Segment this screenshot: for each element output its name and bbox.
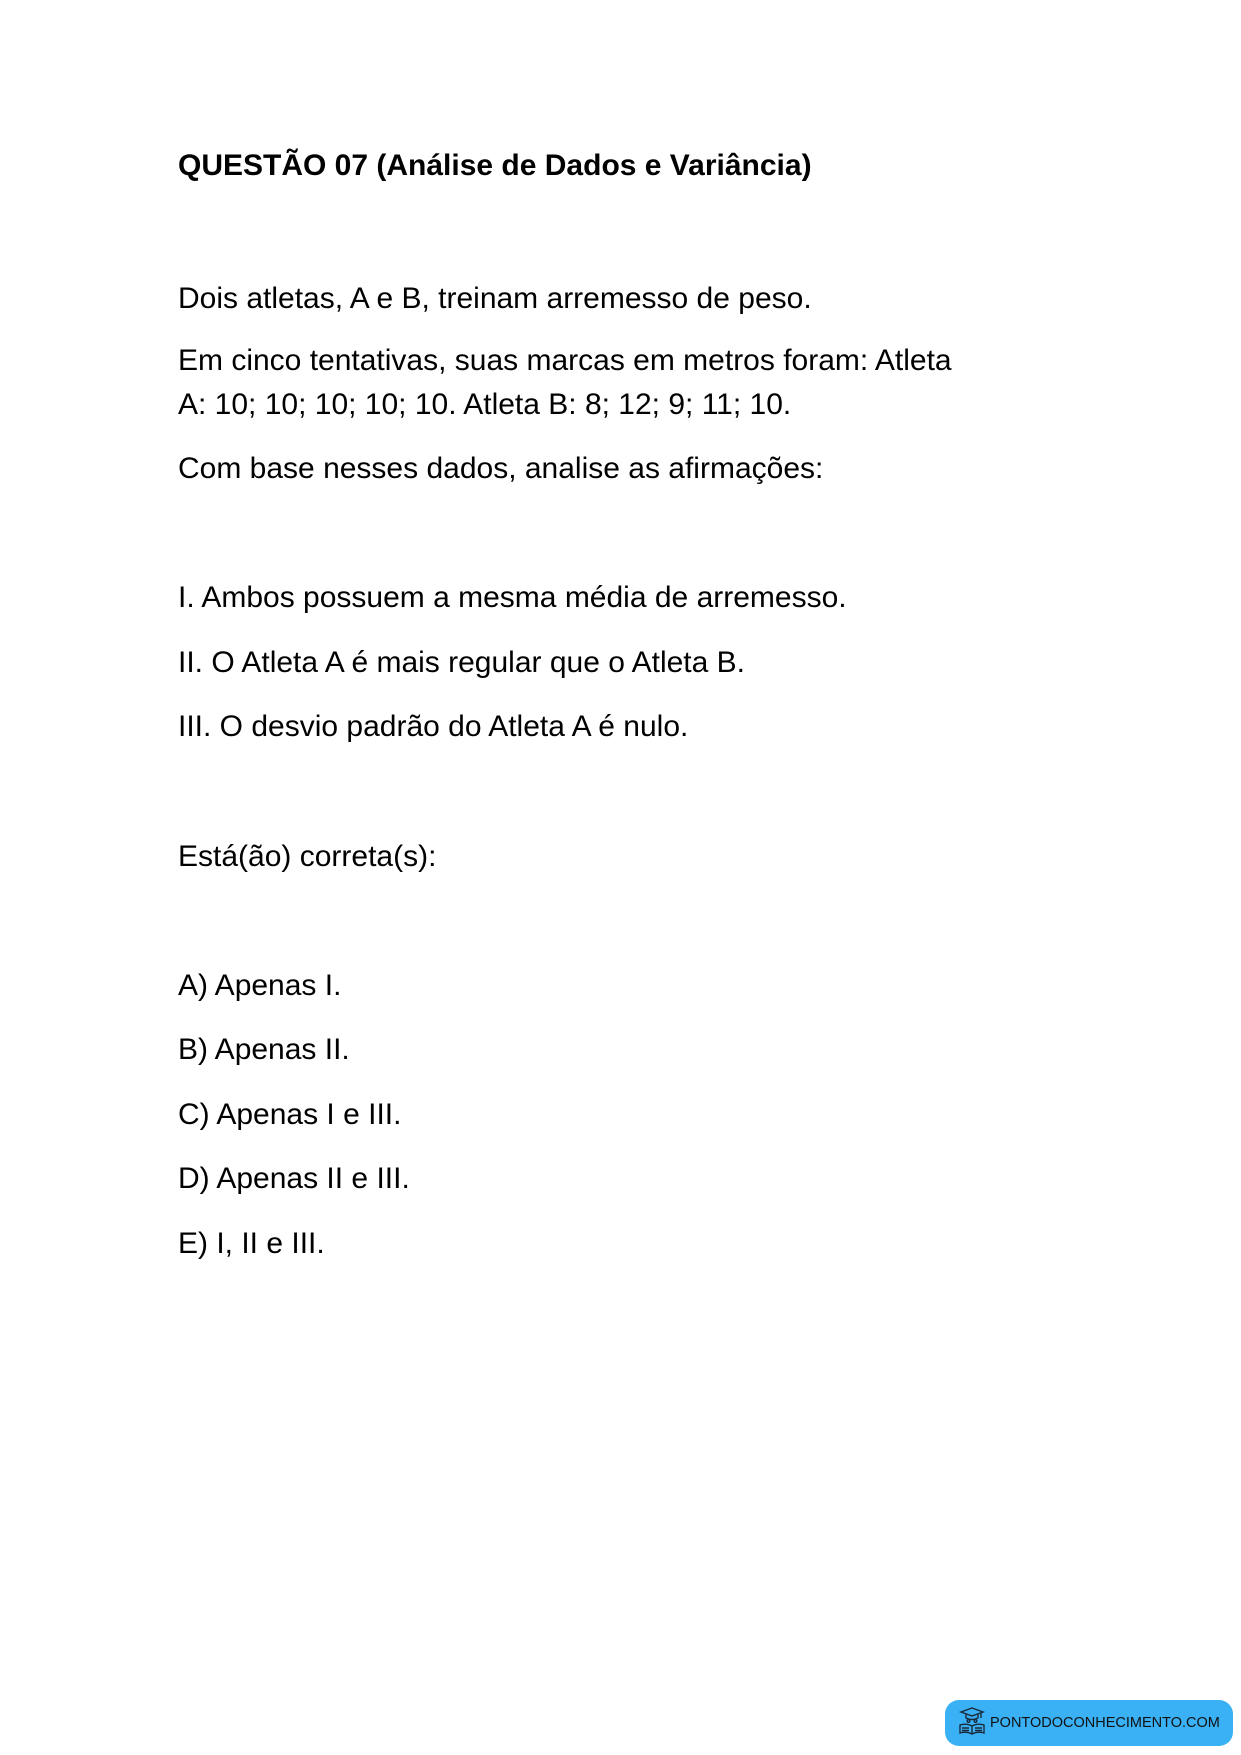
statement: II. O Atleta A é mais regular que o Atleta B. bbox=[178, 646, 745, 679]
site-badge-text: PONTODOCONHECIMENTO.COM bbox=[990, 1715, 1220, 1731]
option-b: B) Apenas II. bbox=[178, 1033, 350, 1066]
graduation-cap-reader-icon bbox=[957, 1706, 990, 1741]
intro-line: Com base nesses dados, analise as afirmações: bbox=[178, 452, 824, 485]
question-title: QUESTÃO 07 (Análise de Dados e Variância) bbox=[178, 149, 812, 182]
intro-line: Dois atletas, A e B, treinam arremesso de peso. bbox=[178, 282, 812, 315]
question-prompt: Está(ão) correta(s): bbox=[178, 840, 437, 873]
statement: III. O desvio padrão do Atleta A é nulo. bbox=[178, 710, 689, 743]
option-d: D) Apenas II e III. bbox=[178, 1162, 410, 1195]
intro-line: Em cinco tentativas, suas marcas em metros foram: Atleta bbox=[178, 344, 952, 377]
site-badge[interactable] bbox=[945, 1700, 1233, 1746]
statement: I. Ambos possuem a mesma média de arremesso. bbox=[178, 581, 847, 614]
option-c: C) Apenas I e III. bbox=[178, 1098, 402, 1131]
option-e: E) I, II e III. bbox=[178, 1227, 325, 1260]
intro-line: A: 10; 10; 10; 10; 10. Atleta B: 8; 12; 9; 11; 10. bbox=[178, 388, 792, 421]
option-a: A) Apenas I. bbox=[178, 969, 342, 1002]
